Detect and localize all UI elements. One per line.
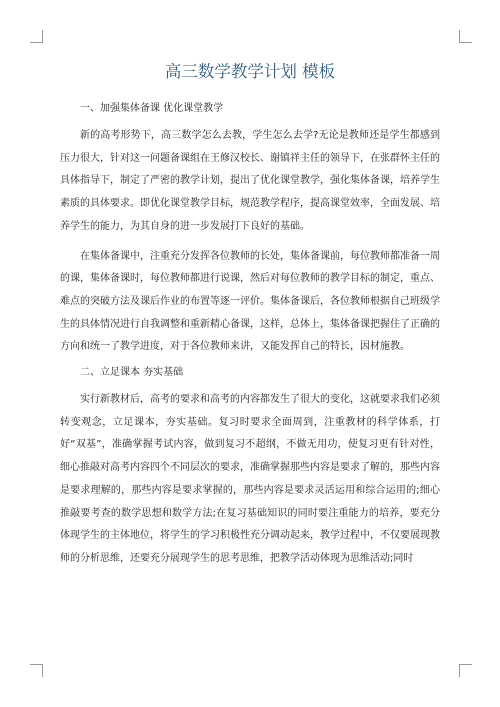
- crop-mark-top-left: [30, 30, 43, 43]
- crop-mark-bottom-left: [30, 664, 43, 677]
- section-2-paragraph-1: 实行新教材后，高考的要求和高考的内容都发生了很大的变化，这就要求我们必须转变观念，立足课本，夯实基础。复习时要求全面周到，注重教材的科学体系，打好“双基”，准确掌握考试内容，做到复习不超纲，不做无用功，使复习更有针对性，细心推敲对高考内容四个不同层次的要求，准确掌握那些内容是要求了解的，那些内容是要求理解的，那些内容是要求掌握的，那些内容是要求灵活运用和综合运用的;细心推敲要考查的数学思想和数学方法;在复习基础知识的同时要注重能力的培养，要充分体现学生的主体地位，将学生的学习积极性充分调动起来，教学过程中，不仅要展现教师的分析思维，还要充分展现学生的思考思维，把教学活动体现为思维活动;同时: [60, 394, 440, 564]
- section-1-paragraph-1: 新的高考形势下，高三数学怎么去教，学生怎么去学?无论是教师还是学生都感到压力很大，针对这一问题备课组在王修汉校长、谢镇祥主任的领导下，在张群怀主任的具体指导下，制定了严密的教学计划，提出了优化课堂教学，强化集体备课，培养学生素质的具体要求。即优化课堂教学目标，规范教学程序，提高课堂效率，全面发展、培养学生的能力，为其自身的进一步发展打下良好的基础。: [60, 130, 440, 232]
- section-heading-2: 二、立足课本 夯实基础: [80, 367, 184, 379]
- section-1-paragraph-2: 在集体备课中，注重充分发挥各位教师的长处，集体备课前，每位教师都准备一周的课，集体备课时，每位教师都进行说课，然后对每位教师的教学目标的制定，重点、难点的突破方法及课后作业的布置等逐一评价。集体备课后，各位教师根据自己班级学生的具体情况进行自我调整和重新精心备课，这样，总体上，集体备课把握住了正确的方向和统一了教学进度，对于各位教师来讲，又能发挥自己的特长，因材施教。: [60, 250, 440, 353]
- crop-mark-bottom-right: [459, 664, 472, 677]
- crop-mark-top-right: [459, 30, 472, 43]
- section-heading-1: 一、加强集体备课 优化课堂教学: [80, 103, 224, 114]
- document-title: 高三数学教学计划 模板: [164, 62, 336, 81]
- document-page: [60, 60, 440, 571]
